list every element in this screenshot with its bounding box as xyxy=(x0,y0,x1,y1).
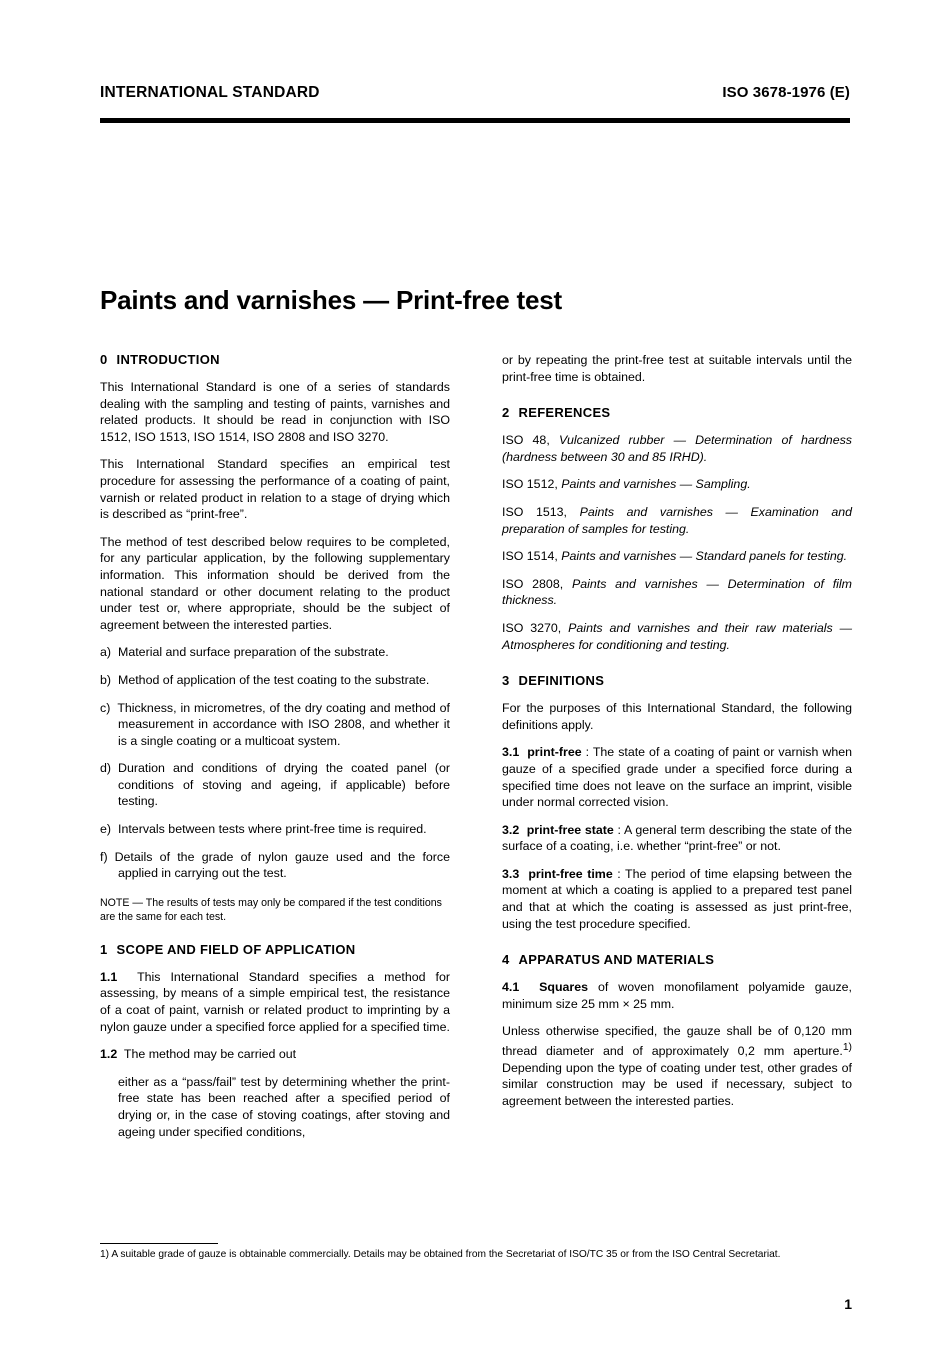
section-heading-scope xyxy=(100,942,450,957)
list-item xyxy=(100,760,450,810)
footnote-reference-marker: 1) xyxy=(842,1042,852,1054)
definition-entry xyxy=(502,822,852,855)
reference-entry xyxy=(502,476,852,493)
reference-code: ISO 1514, xyxy=(502,549,562,564)
section-heading-apparatus xyxy=(502,952,852,967)
section-heading-references xyxy=(502,405,852,420)
section-number: 4 xyxy=(502,952,510,968)
right-column xyxy=(502,352,852,1151)
reference-code: ISO 1512, xyxy=(502,477,562,492)
note-text: NOTE — The results of tests may only be compared if the test conditions are the same for each test. xyxy=(100,896,442,923)
page-header xyxy=(100,84,850,102)
scope-paragraph-1-2 xyxy=(100,1046,450,1063)
reference-title: Paints and varnishes — Examination and preparation of samples for testing. xyxy=(502,504,852,536)
continuation-paragraph: or by repeating the print-free test at suitable intervals until the print-free time is obtained. xyxy=(502,353,852,384)
section-title: SCOPE AND FIELD OF APPLICATION xyxy=(116,941,356,957)
clause-term: Squares xyxy=(539,980,589,995)
reference-title: Paints and varnishes and their raw materials — Atmospheres for conditioning and testing. xyxy=(502,620,852,652)
section-number: 1 xyxy=(100,941,108,957)
definition-number: 3.1 xyxy=(502,745,520,760)
definition-term: print-free time xyxy=(528,866,613,881)
definitions-intro: For the purposes of this International Standard, the following definitions apply. xyxy=(502,701,852,732)
body-columns xyxy=(100,352,852,1151)
list-item-label: a) xyxy=(100,645,112,660)
clause-number: 1.1 xyxy=(100,969,118,984)
list-item xyxy=(100,849,450,882)
section-title: REFERENCES xyxy=(518,405,611,421)
section-number: 3 xyxy=(502,673,510,689)
scope-paragraph-1-2-sub: either as a “pass/fail” test by determining whether the print-free state has been reached after a specified period of drying or, in the case of stoving coatings, after stoving and ageing under specified conditions, xyxy=(118,1074,450,1139)
list-item xyxy=(100,700,450,750)
definition-text: : The state of a coating of paint or varnish when gauze of a specified grade under a specified force during a specified time does not leave on the surface an imprint, visible under normal corrected vision. xyxy=(502,745,852,810)
header-standard-label: INTERNATIONAL STANDARD xyxy=(100,84,320,101)
reference-title: Paints and varnishes — Sampling. xyxy=(561,477,751,492)
page-number: 1 xyxy=(844,1296,852,1312)
footnote-divider-rule xyxy=(100,1243,218,1244)
reference-title: Paints and varnishes — Determination of film thickness. xyxy=(502,576,852,608)
definition-number: 3.2 xyxy=(502,822,520,837)
clause-number: 4.1 xyxy=(502,980,520,995)
clause-text: The method may be carried out xyxy=(123,1047,297,1062)
section-title: DEFINITIONS xyxy=(518,673,605,689)
list-item-text: Duration and conditions of drying the coated panel (or conditions of stoving and ageing, if applicable) before testing. xyxy=(118,761,450,809)
reference-entry xyxy=(502,432,852,465)
list-item-label: f) xyxy=(100,849,108,864)
section-title: INTRODUCTION xyxy=(116,352,220,367)
intro-paragraph-3: The method of test described below requires to be completed, for any particular application, by the following supplementary information. This information should be derived from the national standard or other document relating to the product under test or, where appropriate, should be the subject of agreement between the interested parties. xyxy=(100,534,450,632)
page-title: Paints and varnishes — Print-free test xyxy=(100,285,562,316)
intro-paragraph-2: This International Standard specifies an empirical test procedure for assessing the performance of a coating of paint, varnish or related product in relation to a stage of drying which is described as “print-free”. xyxy=(100,457,450,522)
scope-paragraph-1-1 xyxy=(100,969,450,1035)
reference-entry xyxy=(502,576,852,609)
list-item-text: Intervals between tests where print-free time is required. xyxy=(118,822,427,837)
list-item-label: b) xyxy=(100,672,112,687)
reference-code: ISO 2808, xyxy=(502,576,572,591)
reference-title: Vulcanized rubber — Determination of hardness (hardness between 30 and 85 IRHD). xyxy=(502,433,852,464)
definition-entry xyxy=(502,866,852,932)
section-title: APPARATUS AND MATERIALS xyxy=(518,952,715,968)
list-item-label: d) xyxy=(100,761,112,776)
intro-paragraph-1: This International Standard is one of a series of standards dealing with the sampling and testing of paints, varnishes and related products. It should be read in conjunction with ISO 1512, ISO 1513, ISO 1514, ISO 2808 and ISO 3270. xyxy=(100,380,450,444)
definition-text: : A general term describing the state of the surface of a coating, i.e. whether “print-free” or not. xyxy=(502,822,853,854)
section-number: 0 xyxy=(100,352,108,367)
section-heading-definitions xyxy=(502,673,852,688)
reference-code: ISO 48, xyxy=(502,433,559,448)
definition-entry xyxy=(502,744,852,810)
section-heading-introduction xyxy=(100,352,450,367)
gauze-spec-text: Unless otherwise specified, the gauze shall be of 0,120 mm thread diameter and of approximately 0,2 mm aperture. xyxy=(502,1024,852,1059)
list-item-label: e) xyxy=(100,822,112,837)
reference-code: ISO 1513, xyxy=(502,504,580,519)
reference-entry xyxy=(502,620,852,653)
list-item-text: Details of the grade of nylon gauze used and the force applied in carrying out the test. xyxy=(114,849,450,881)
left-column xyxy=(100,352,450,1151)
footnote-text: 1) A suitable grade of gauze is obtainable commercially. Details may be obtained from the Secretariat of ISO/TC 35 or from the ISO Central Secretariat. xyxy=(100,1249,781,1260)
clause-text: of woven monofilament polyamide gauze, minimum size 25 mm × 25 mm. xyxy=(502,980,852,1011)
definition-text: : The period of time elapsing between the moment at which a coating is applied to a prepared test panel and that at which the coating is assessed as just print-free, using the test procedure specified. xyxy=(502,866,852,931)
list-item-label: c) xyxy=(100,700,111,715)
reference-entry xyxy=(502,504,852,537)
section-number: 2 xyxy=(502,405,510,421)
list-item xyxy=(100,672,450,689)
definition-number: 3.3 xyxy=(502,866,520,881)
list-item-text: Thickness, in micrometres, of the dry coating and method of measurement in accordance with ISO 2808, and whether it is a single coating or a multicoat system. xyxy=(117,700,450,748)
definition-term: print-free xyxy=(527,745,582,760)
list-item-text: Method of application of the test coating to the substrate. xyxy=(118,672,430,687)
header-standard-number: ISO 3678-1976 (E) xyxy=(722,84,850,101)
list-item xyxy=(100,644,450,661)
definition-term: print-free state xyxy=(526,822,614,837)
clause-number: 1.2 xyxy=(100,1047,118,1062)
reference-title: Paints and varnishes — Standard panels for testing. xyxy=(561,549,848,564)
reference-entry xyxy=(502,548,852,565)
apparatus-paragraph-4-1 xyxy=(502,979,852,1012)
apparatus-paragraph-gauze xyxy=(502,1023,852,1109)
header-divider-rule xyxy=(100,118,850,123)
list-item-text: Material and surface preparation of the substrate. xyxy=(118,645,389,660)
gauze-spec-continued: Depending upon the type of coating under test, other grades of similar construction may be used if necessary, subject to agreement between the interested parties. xyxy=(502,1060,852,1108)
clause-text: This International Standard specifies a method for assessing, by means of a simple empirical test, the resistance of a coat of paint, varnish or related product to imprinting by a nylon gauze under a specified force applied for a specified time. xyxy=(100,969,450,1034)
reference-code: ISO 3270, xyxy=(502,620,569,635)
list-item xyxy=(100,821,450,838)
